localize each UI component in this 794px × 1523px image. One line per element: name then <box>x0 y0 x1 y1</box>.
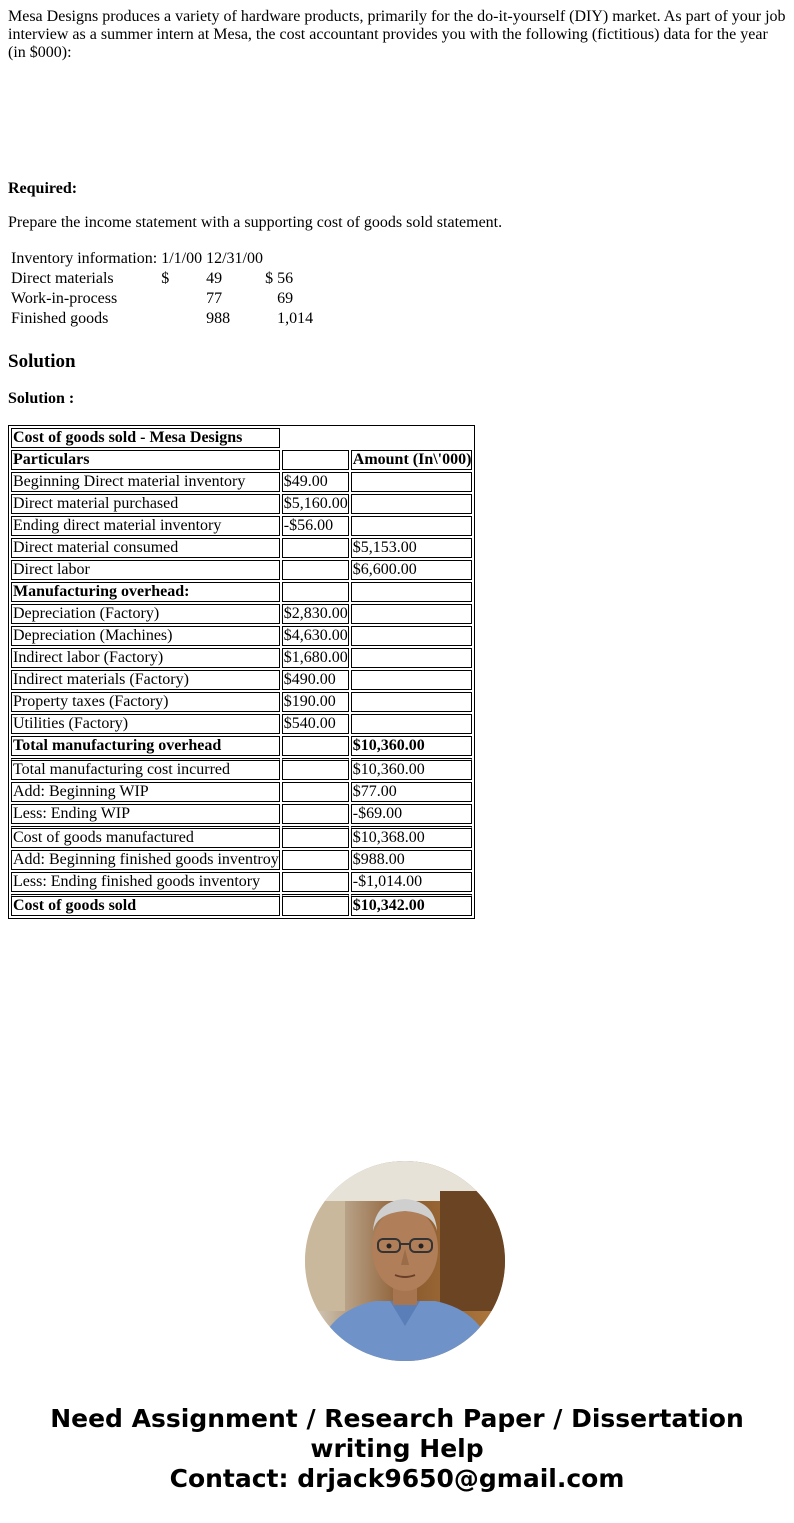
cogs-table-body <box>11 428 472 916</box>
cogs-row-label: Direct labor <box>11 560 280 580</box>
table-row <box>11 782 472 802</box>
cogs-row-amount <box>351 604 473 624</box>
cogs-row-label: Cost of goods sold <box>11 894 280 916</box>
inventory-label: Direct materials <box>11 270 114 287</box>
cogs-row-label: Utilities (Factory) <box>11 714 280 734</box>
table-row <box>11 872 472 892</box>
cogs-row-amount: $10,342.00 <box>351 894 473 916</box>
table-row <box>11 826 472 848</box>
inventory-header-date2: 12/31/00 <box>206 250 263 267</box>
cogs-row-amount <box>351 516 473 536</box>
cogs-row-amount <box>351 692 473 712</box>
prepare-text: Prepare the income statement with a supporting cost of goods sold statement. <box>8 214 503 231</box>
table-row <box>11 582 472 602</box>
cogs-row-subamount: $4,630.00 <box>283 627 348 644</box>
cogs-col-particulars: Particulars <box>11 450 280 470</box>
cogs-row-amount <box>351 494 473 514</box>
inventory-currency: $ <box>161 270 170 287</box>
cogs-row-label: Depreciation (Factory) <box>11 604 280 624</box>
cogs-col-amount: Amount (In\'000) <box>352 451 472 468</box>
cogs-row-subamount: $1,680.00 <box>283 649 348 666</box>
cogs-row-subamount <box>282 804 349 824</box>
inventory-header-row <box>10 250 314 268</box>
table-row <box>11 894 472 916</box>
table-row <box>11 516 472 536</box>
cogs-row-subamount: $2,830.00 <box>283 605 348 622</box>
table-row <box>11 692 472 712</box>
cogs-title: Cost of goods sold - Mesa Designs <box>11 428 280 448</box>
cogs-row-label: Cost of goods manufactured <box>11 826 280 848</box>
cogs-row-amount: $77.00 <box>351 782 473 802</box>
cogs-row-amount <box>351 582 473 602</box>
cogs-row-label: Add: Beginning WIP <box>11 782 280 802</box>
table-row <box>11 494 472 514</box>
intro-paragraph: Mesa Designs produces a variety of hardware products, primarily for the do-it-yourself (DIY) market. As part of your job interview as a summer intern at Mesa, the cost accountant provides you with the following (fictitious) data for the year (in $000): <box>8 8 786 61</box>
cogs-row-label: Total manufacturing overhead <box>11 736 280 756</box>
solution-subheading: Solution : <box>8 390 75 407</box>
cogs-row-subamount <box>282 782 349 802</box>
cogs-row-label: Indirect labor (Factory) <box>11 648 280 668</box>
cogs-row-amount <box>351 648 473 668</box>
table-row <box>11 804 472 824</box>
cogs-row-subamount <box>282 582 349 602</box>
inventory-table <box>8 248 316 330</box>
cogs-row-subamount: $190.00 <box>282 692 349 712</box>
table-row <box>11 538 472 558</box>
cogs-row-subamount: $5,160.00 <box>283 495 348 512</box>
inventory-currency <box>264 310 274 328</box>
cogs-row-subamount <box>282 736 349 756</box>
inventory-currency <box>160 290 203 308</box>
cogs-row-label: Manufacturing overhead: <box>11 582 280 602</box>
required-heading: Required: <box>8 180 78 197</box>
cogs-row-subamount <box>282 538 349 558</box>
cogs-row-label: Less: Ending WIP <box>11 804 280 824</box>
cogs-row-subamount <box>282 894 349 916</box>
table-row <box>11 560 472 580</box>
promo-line-3: Contact: drjack9650@gmail.com <box>169 1464 625 1493</box>
inventory-value-start: 988 <box>206 310 231 327</box>
solution-heading: Solution <box>8 351 76 372</box>
cogs-row-label: Direct material consumed <box>11 538 280 558</box>
cogs-row-subamount <box>282 872 349 892</box>
cogs-row-label: Indirect materials (Factory) <box>11 670 280 690</box>
cogs-row-amount: -$69.00 <box>351 804 473 824</box>
promo-line-1: Need Assignment / Research Paper / Dissertation <box>50 1404 744 1433</box>
cogs-row-subamount <box>282 850 349 870</box>
inventory-value-end: 1,014 <box>277 310 314 327</box>
cogs-row-label: Less: Ending finished goods inventory <box>11 872 280 892</box>
cogs-row-subamount: -$56.00 <box>282 516 349 536</box>
table-row <box>11 626 472 646</box>
inventory-currency <box>264 290 274 308</box>
cogs-title-row <box>11 428 472 448</box>
table-row <box>11 850 472 870</box>
table-row <box>11 604 472 624</box>
inventory-header-date1: 1/1/00 <box>161 250 203 267</box>
cogs-row-subamount: $49.00 <box>282 472 349 492</box>
inventory-value-end: 56 <box>277 270 294 287</box>
table-row <box>11 670 472 690</box>
table-row <box>11 648 472 668</box>
cogs-row-amount: $10,360.00 <box>351 758 473 780</box>
cogs-row-label: Total manufacturing cost incurred <box>11 758 280 780</box>
inventory-currency <box>160 310 203 328</box>
promo-banner <box>0 1404 794 1494</box>
promo-line-2: writing Help <box>310 1434 484 1463</box>
inventory-label: Work-in-process <box>11 290 118 307</box>
cogs-row-amount: $10,368.00 <box>351 826 473 848</box>
inventory-label: Finished goods <box>11 310 109 327</box>
portrait-image <box>305 1161 505 1361</box>
cogs-row-amount <box>351 472 473 492</box>
table-row <box>11 472 472 492</box>
author-avatar <box>305 1161 505 1361</box>
inventory-row <box>10 270 314 288</box>
cogs-header-row <box>11 450 472 470</box>
cogs-row-amount <box>351 714 473 734</box>
inventory-value-end: 69 <box>277 290 294 307</box>
cogs-row-amount: $10,360.00 <box>351 736 473 756</box>
cogs-row-subamount: $540.00 <box>282 714 349 734</box>
cogs-row-amount: $6,600.00 <box>351 560 473 580</box>
inventory-currency: $ <box>265 270 274 287</box>
cogs-table <box>8 425 475 919</box>
inventory-row <box>10 290 314 308</box>
cogs-row-label: Beginning Direct material inventory <box>11 472 280 492</box>
cogs-row-amount <box>351 670 473 690</box>
inventory-header-label: Inventory information: <box>11 250 158 267</box>
table-row <box>11 758 472 780</box>
inventory-value-start: 77 <box>206 290 223 307</box>
cogs-row-label: Ending direct material inventory <box>11 516 280 536</box>
cogs-row-amount: $5,153.00 <box>351 538 473 558</box>
inventory-value-start: 49 <box>206 270 223 287</box>
cogs-row-label: Add: Beginning finished goods inventroy <box>13 851 279 868</box>
table-row <box>11 714 472 734</box>
cogs-row-label: Property taxes (Factory) <box>11 692 280 712</box>
cogs-row-label: Direct material purchased <box>11 494 280 514</box>
document <box>8 8 786 914</box>
inventory-row <box>10 310 314 328</box>
cogs-row-subamount <box>282 826 349 848</box>
cogs-row-label: Depreciation (Machines) <box>11 626 280 646</box>
cogs-row-subamount <box>282 560 349 580</box>
cogs-row-amount <box>351 626 473 646</box>
cogs-row-subamount <box>282 758 349 780</box>
cogs-row-amount: $988.00 <box>351 850 473 870</box>
cogs-row-amount: -$1,014.00 <box>351 872 473 892</box>
table-row <box>11 736 472 756</box>
cogs-row-subamount: $490.00 <box>282 670 349 690</box>
